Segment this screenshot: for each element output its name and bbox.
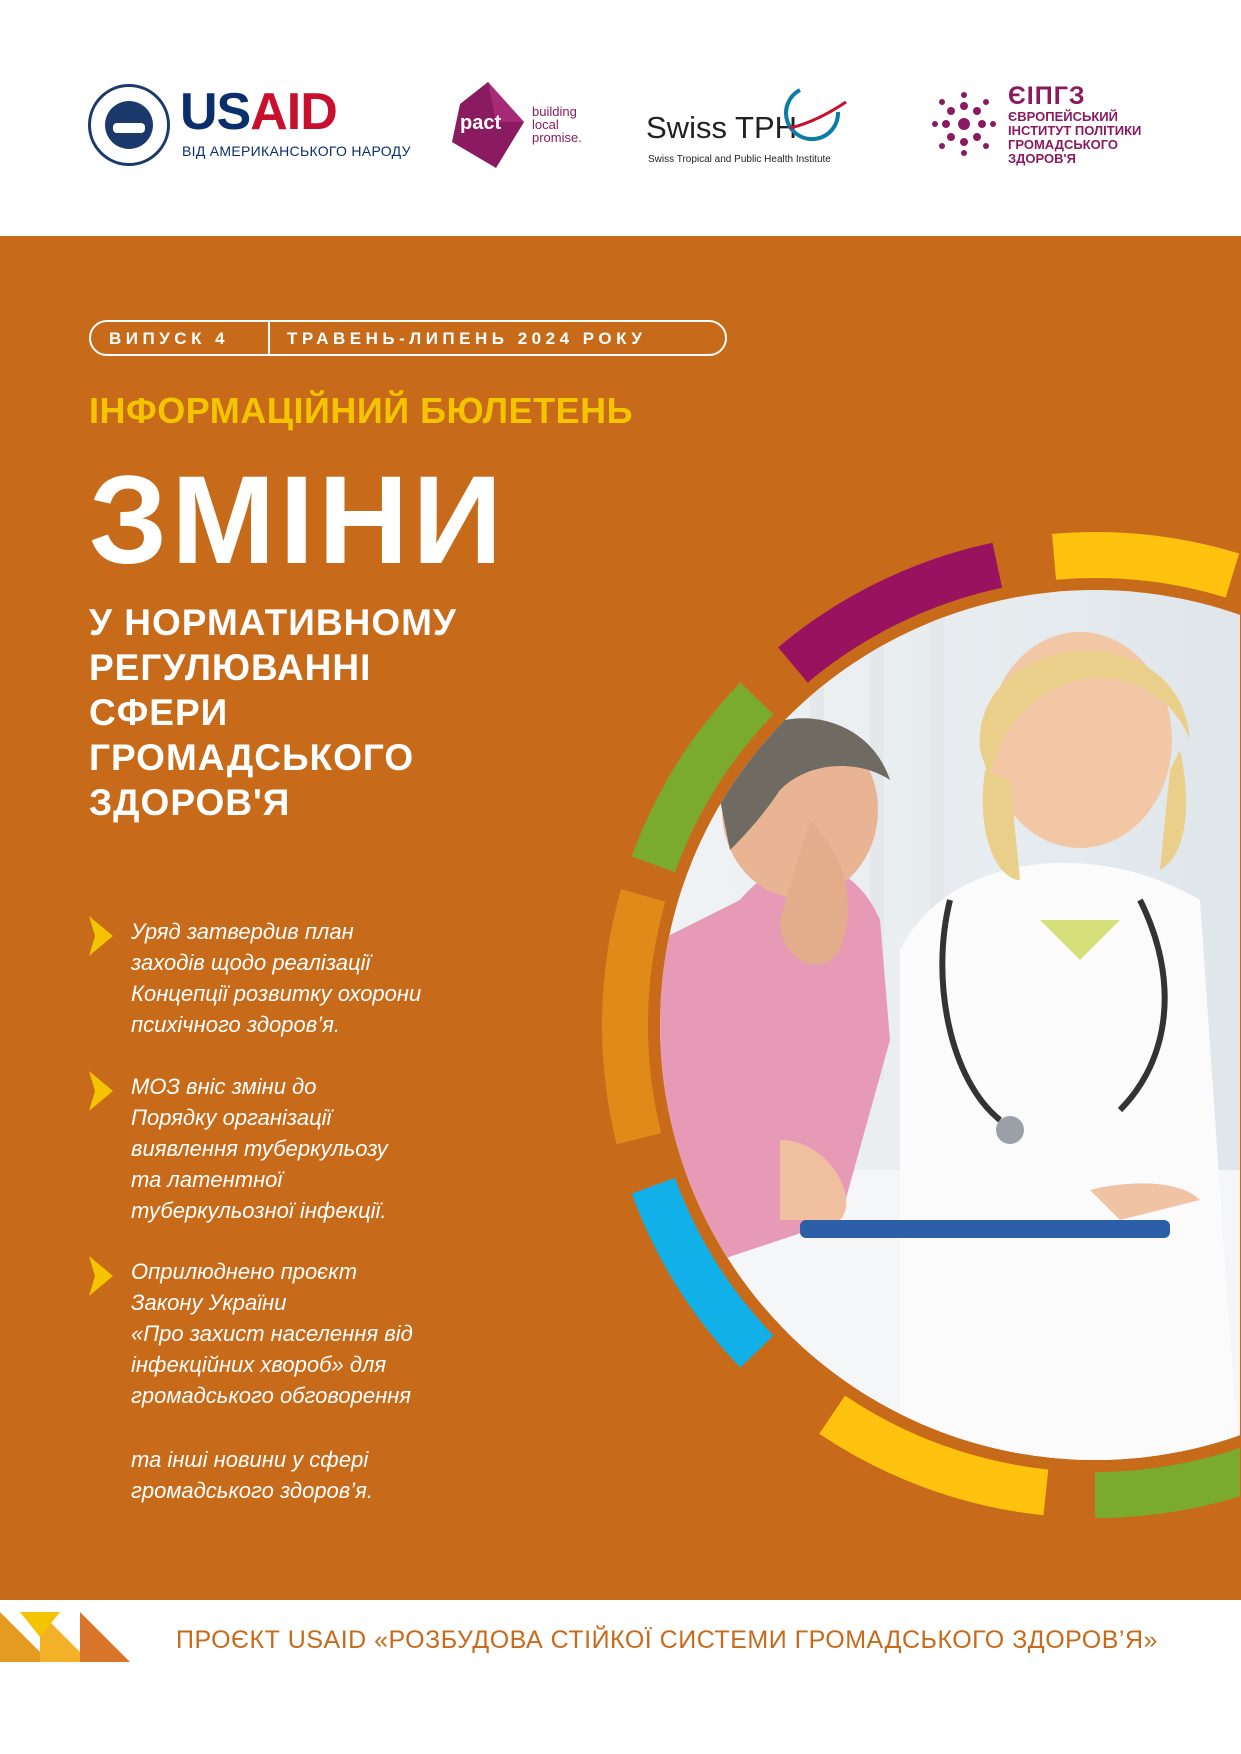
yellow-arrow-icon — [89, 1256, 113, 1296]
ring-segment — [625, 895, 643, 1138]
issue-badge — [89, 320, 727, 356]
photo-ring — [480, 520, 1240, 1530]
swiss-tph-arc-icon — [780, 82, 848, 142]
yellow-arrow-icon — [89, 1071, 113, 1111]
ring-segment — [1054, 555, 1232, 576]
swiss-tph-tagline: Swiss Tropical and Public Health Institute — [648, 154, 831, 165]
pact-logo: pact — [452, 82, 524, 168]
pact-tagline: building local promise. — [532, 104, 582, 145]
usaid-wordmark: USAID — [180, 83, 337, 141]
yellow-arrow-icon — [89, 916, 113, 956]
issue-period: ТРАВЕНЬ-ЛИПЕНЬ 2024 РОКУ — [287, 329, 647, 348]
issue-divider — [268, 322, 270, 354]
bulletin-label: ІНФОРМАЦІЙНИЙ БЮЛЕТЕНЬ — [89, 390, 633, 431]
swiss-tph-wordmark: Swiss TPH — [646, 110, 798, 145]
footer-triangles-icon — [0, 1612, 150, 1662]
project-footer-label: ПРОЄКТ USAID «РОЗБУДОВА СТІЙКОЇ СИСТЕМИ ГРОМАДСЬКОГО ЗДОРОВ’Я» — [176, 1626, 1158, 1654]
page-title: ЗМІНИ — [89, 451, 507, 590]
usaid-seal-logo — [88, 84, 170, 166]
page-subtitle: У НОРМАТИВНОМУ РЕГУЛЮВАННІ СФЕРИ ГРОМАДСЬКОГО ЗДОРОВ'Я — [89, 602, 457, 823]
usaid-tagline: ВІД АМЕРИКАНСЬКОГО НАРОДУ — [182, 143, 411, 159]
other-news-note: та інші новини у сфері громадського здоров’я. — [131, 1447, 374, 1503]
eipgz-tagline: ЄВРОПЕЙСЬКИЙ ІНСТИТУТ ПОЛІТИКИ ГРОМАДСЬКОГО ЗДОРОВ'Я — [1008, 109, 1142, 166]
eipgz-wordmark: ЄІПГЗ — [1008, 82, 1086, 110]
issue-number: ВИПУСК 4 — [109, 329, 230, 348]
partner-logos-header — [0, 0, 1241, 236]
eipgz-dots-icon — [932, 92, 996, 156]
